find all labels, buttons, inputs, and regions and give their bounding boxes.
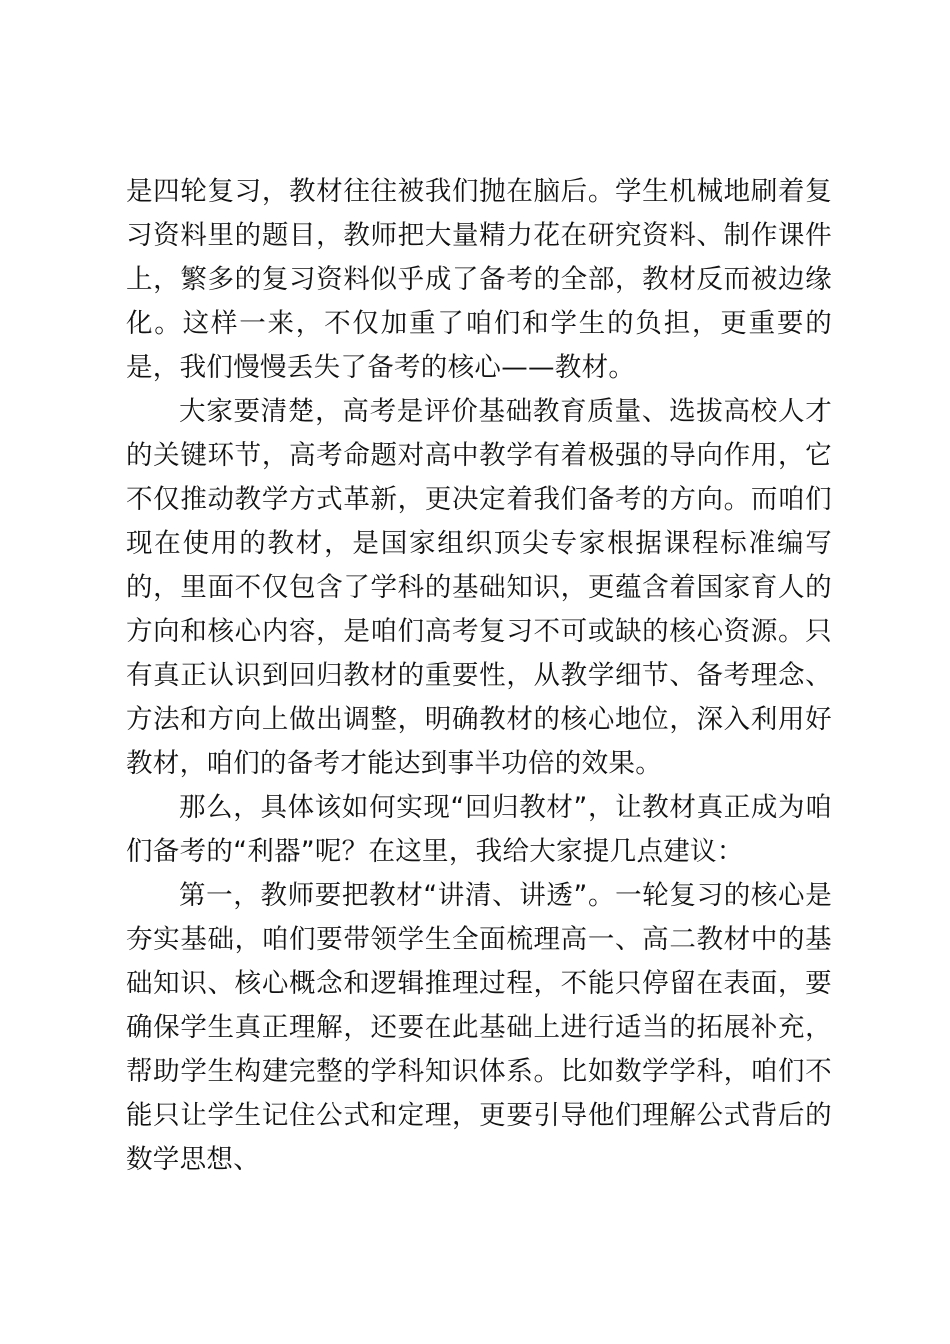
paragraph-1: 是四轮复习，教材往往被我们抛在脑后。学生机械地刷着复习资料里的题目，教师把大量精力花在研究资料、制作课件上，繁多的复习资料似乎成了备考的全部，教材反而被边缘化。这样一来，不仅加重了咱们和学生的负担，更重要的是，我们慢慢丢失了备考的核心——教材。 xyxy=(126,176,832,383)
paragraph-4: 第一，教师要把教材“讲清、讲透”。一轮复习的核心是夯实基础，咱们要带领学生全面梳理高一、高二教材中的基础知识、核心概念和逻辑推理过程，不能只停留在表面，要确保学生真正理解，还要在此基础上进行适当的拓展补充，帮助学生构建完整的学科知识体系。比如数学学科，咱们不能只让学生记住公式和定理，更要引导他们理解公式背后的数学思想、 xyxy=(126,880,832,1175)
paragraph-2: 大家要清楚，高考是评价基础教育质量、选拔高校人才的关键环节，高考命题对高中教学有着极强的导向作用，它不仅推动教学方式革新，更决定着我们备考的方向。而咱们现在使用的教材，是国家组织顶尖专家根据课程标准编写的，里面不仅包含了学科的基础知识，更蕴含着国家育人的方向和核心内容，是咱们高考复习不可或缺的核心资源。只有真正认识到回归教材的重要性，从教学细节、备考理念、方法和方向上做出调整，明确教材的核心地位，深入利用好教材，咱们的备考才能达到事半功倍的效果。 xyxy=(126,396,832,779)
document-body xyxy=(126,170,832,1182)
paragraph-3: 那么，具体该如何实现“回归教材”，让教材真正成为咱们备考的“利器”呢？在这里，我给大家提几点建议： xyxy=(126,792,832,867)
